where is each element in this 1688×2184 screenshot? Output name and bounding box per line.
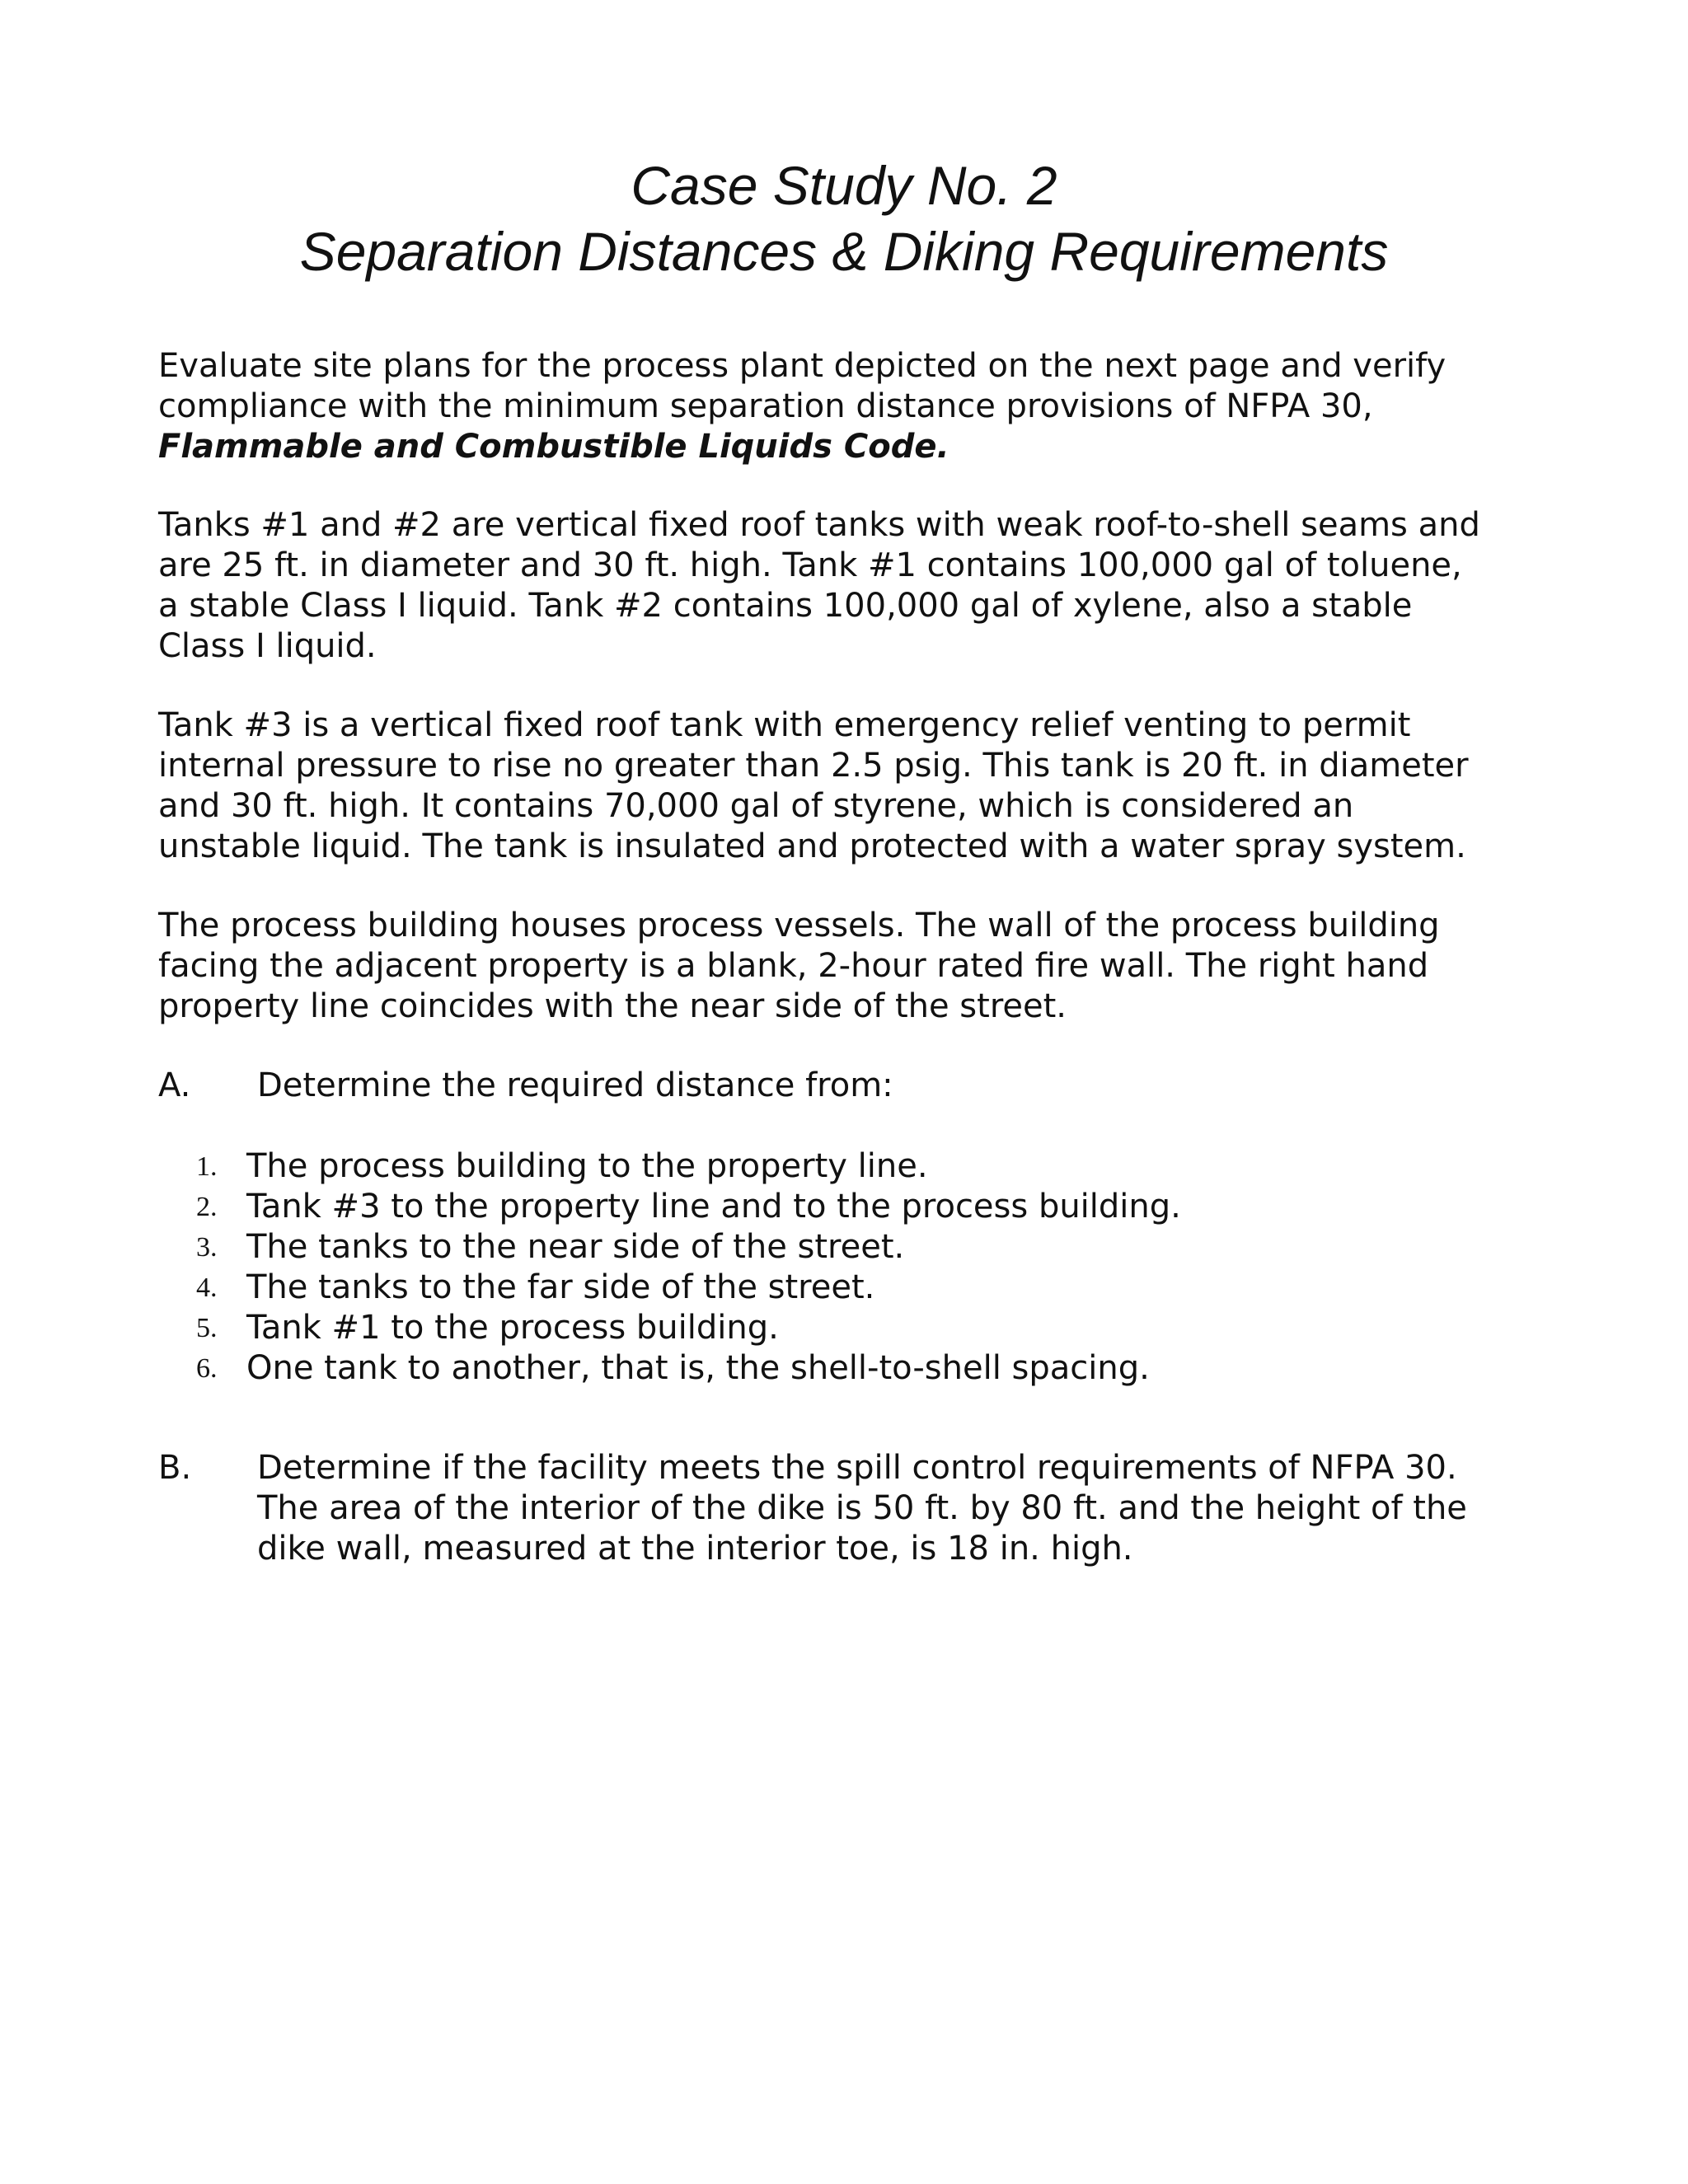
list-item-number: 5. [196, 1313, 218, 1343]
tanks12-line-3: a stable Class I liquid. Tank #2 contains 100,000 gal of xylene, also a stable [158, 587, 1413, 625]
list-item [190, 1227, 1550, 1268]
list-item [190, 1187, 1550, 1227]
code-title: Flammable and Combustible Liquids Code. [158, 428, 950, 466]
tanks12-line-2: are 25 ft. in diameter and 30 ft. high. Tank #1 contains 100,000 gal of toluene, [158, 546, 1462, 584]
tanks12-line-4: Class I liquid. [158, 627, 377, 665]
process-building-paragraph [158, 906, 1543, 1027]
section-b-line-3: dike wall, measured at the interior toe, is 18 in. high. [257, 1530, 1133, 1568]
list-item-text: One tank to another, that is, the shell-to-shell spacing. [246, 1349, 1150, 1387]
section-b-line-1: Determine if the facility meets the spill control requirements of NFPA 30. [257, 1449, 1457, 1487]
list-item-number: 1. [196, 1151, 218, 1182]
section-b-letter: B. [158, 1449, 192, 1487]
intro-line-2: compliance with the minimum separation distance provisions of NFPA 30, [158, 387, 1373, 425]
tank3-line-3: and 30 ft. high. It contains 70,000 gal of styrene, which is considered an [158, 787, 1354, 825]
list-item-number: 4. [196, 1272, 218, 1303]
list-item [190, 1268, 1550, 1308]
tank3-line-4: unstable liquid. The tank is insulated and protected with a water spray system. [158, 827, 1466, 865]
tanks12-line-1: Tanks #1 and #2 are vertical fixed roof tanks with weak roof-to-shell seams and [158, 506, 1480, 544]
list-item-number: 2. [196, 1192, 218, 1222]
tanks-1-2-paragraph [158, 505, 1543, 667]
title-line-1: Case Study No. 2 [631, 155, 1057, 216]
section-b-text [257, 1448, 1559, 1569]
building-line-1: The process building houses process vessels. The wall of the process building [158, 907, 1440, 944]
list-item-text: Tank #1 to the process building. [246, 1309, 779, 1347]
section-a-text: Determine the required distance from: [257, 1066, 893, 1104]
building-line-2: facing the adjacent property is a blank, 2-hour rated fire wall. The right hand [158, 947, 1429, 985]
section-a-letter: A. [158, 1066, 191, 1104]
required-distance-list [190, 1146, 1550, 1389]
list-item [190, 1308, 1550, 1348]
section-b-line-2: The area of the interior of the dike is 50 ft. by 80 ft. and the height of the [257, 1489, 1467, 1527]
list-item-text: The tanks to the near side of the street. [246, 1228, 905, 1266]
list-item-number: 3. [196, 1232, 218, 1263]
title-line-2: Separation Distances & Diking Requirements [299, 221, 1389, 282]
list-item [190, 1348, 1550, 1389]
list-item [190, 1146, 1550, 1187]
list-item-text: Tank #3 to the property line and to the process building. [246, 1188, 1181, 1226]
list-item-number: 6. [196, 1353, 218, 1384]
building-line-3: property line coincides with the near side of the street. [158, 987, 1067, 1025]
intro-paragraph [158, 346, 1543, 467]
tank3-line-2: internal pressure to rise no greater than 2.5 psig. This tank is 20 ft. in diameter [158, 747, 1469, 785]
list-item-text: The process building to the property line. [246, 1147, 928, 1185]
tank3-line-1: Tank #3 is a vertical fixed roof tank with emergency relief venting to permit [158, 706, 1411, 744]
page-title [0, 152, 1688, 284]
list-item-text: The tanks to the far side of the street. [246, 1268, 875, 1306]
intro-line-1: Evaluate site plans for the process plant depicted on the next page and verify [158, 347, 1447, 385]
tank-3-paragraph [158, 705, 1543, 867]
